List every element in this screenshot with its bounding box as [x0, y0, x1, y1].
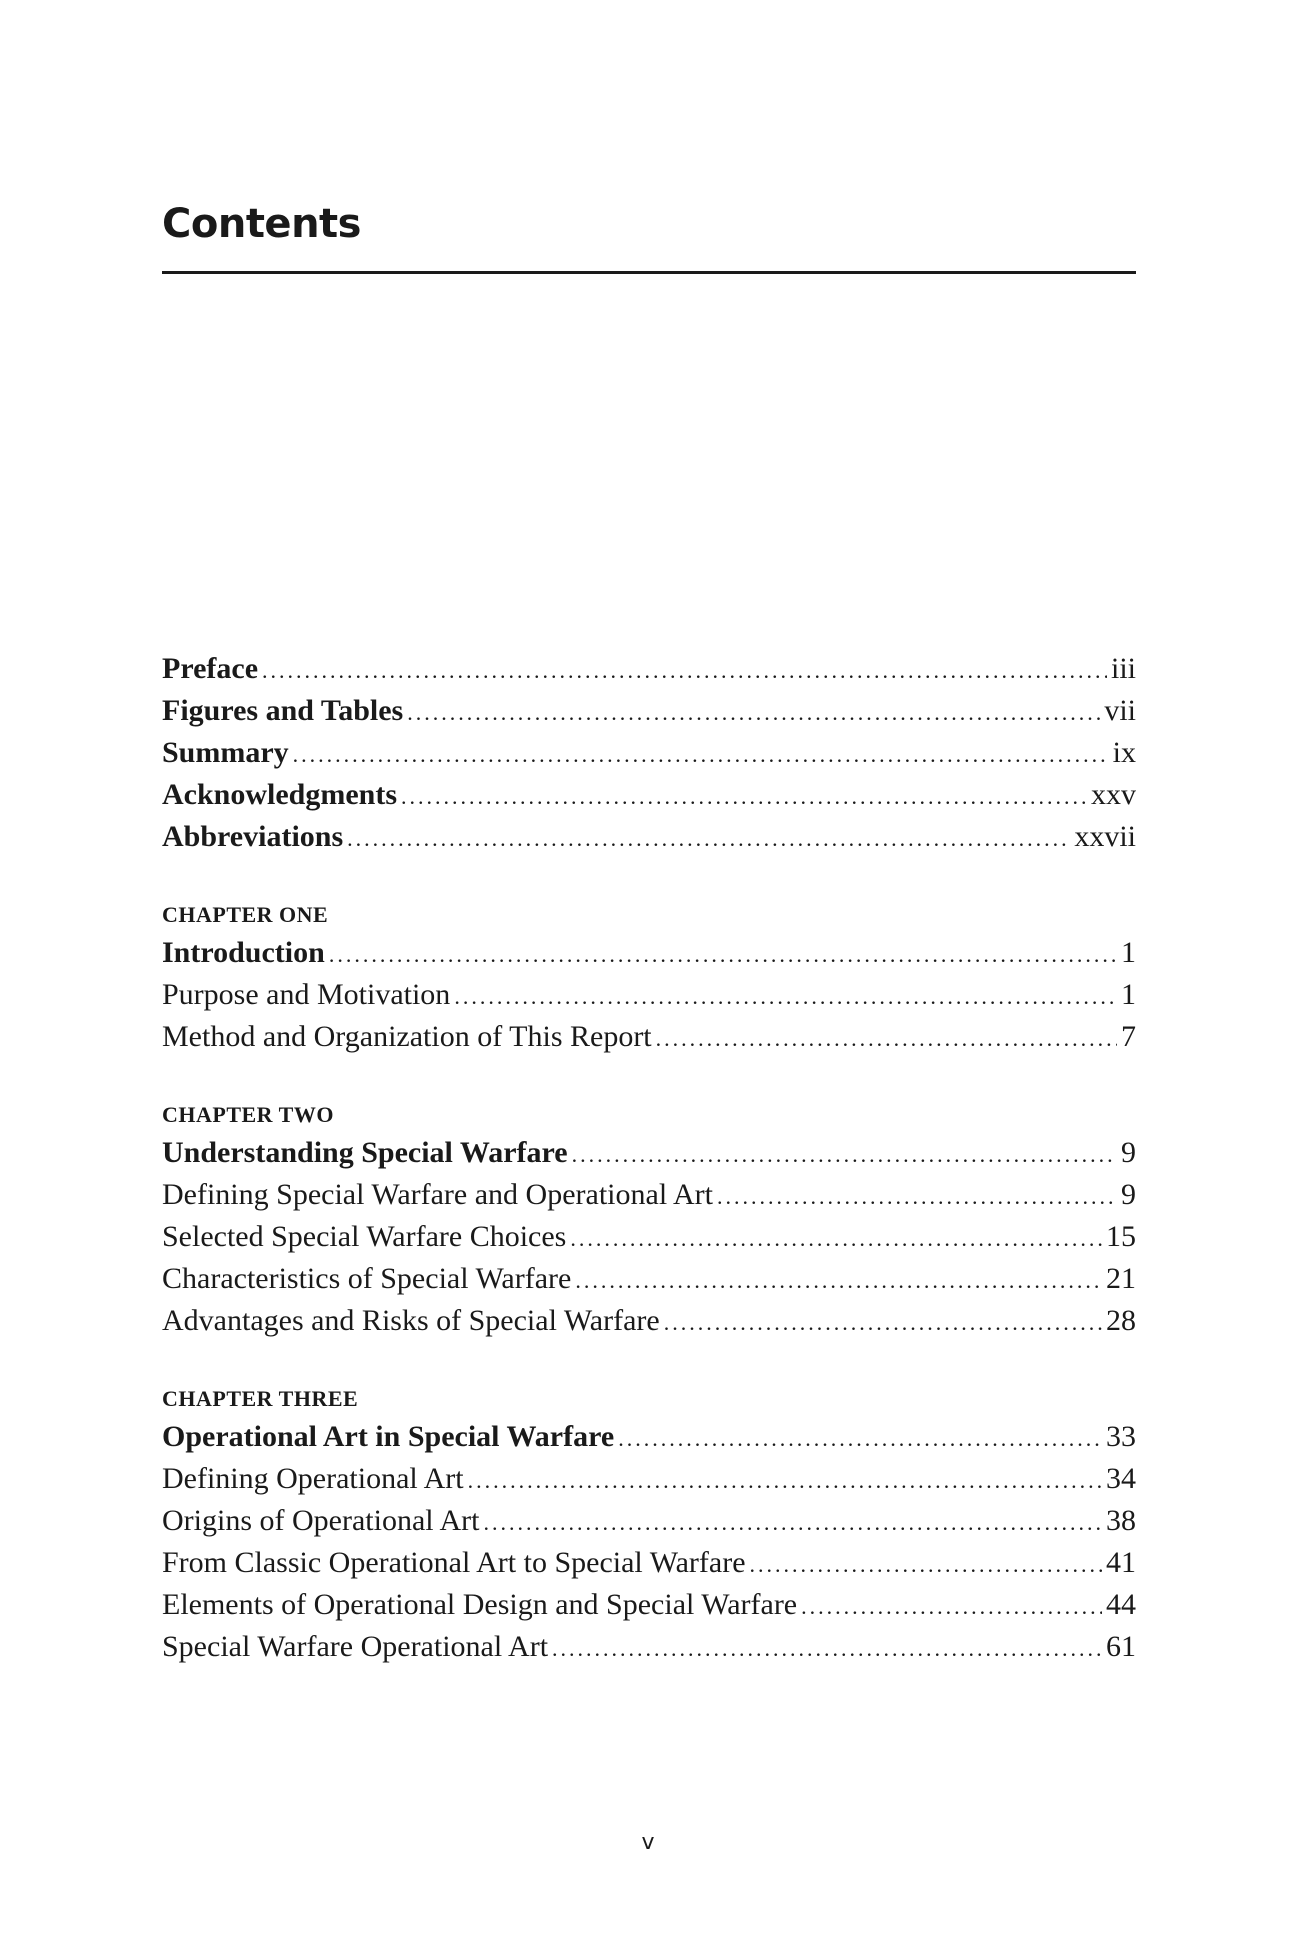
toc-entry-characteristics-of-special-warfare[interactable]: [162, 1258, 1136, 1300]
toc-entry-label: Elements of Operational Design and Special Warfare: [162, 1588, 798, 1621]
table-of-contents: [162, 648, 1136, 1668]
toc-entry-page: 33: [1106, 1420, 1136, 1453]
toc-entry-method-and-organization[interactable]: [162, 1016, 1136, 1058]
dot-leader: [750, 1544, 1102, 1586]
toc-entry-label: Special Warfare Operational Art: [162, 1630, 549, 1663]
toc-entry-page: 38: [1106, 1504, 1136, 1537]
dot-leader: [468, 1460, 1102, 1502]
toc-entry-summary[interactable]: [162, 732, 1136, 774]
dot-leader: [401, 776, 1087, 818]
toc-entry-advantages-and-risks[interactable]: [162, 1300, 1136, 1342]
dot-leader: [262, 650, 1107, 692]
chapter-three-group: [162, 1382, 1136, 1668]
toc-entry-label: Method and Organization of This Report: [162, 1020, 652, 1053]
toc-entry-selected-special-warfare-choices[interactable]: [162, 1216, 1136, 1258]
chapter-label: CHAPTER THREE: [162, 1386, 359, 1411]
dot-leader: [801, 1586, 1102, 1628]
toc-entry-preface[interactable]: [162, 648, 1136, 690]
dot-leader: [347, 818, 1070, 860]
chapter-label: CHAPTER TWO: [162, 1102, 334, 1127]
toc-entry-understanding-special-warfare[interactable]: [162, 1132, 1136, 1174]
toc-entry-page: 34: [1106, 1462, 1136, 1495]
front-matter-group: [162, 648, 1136, 858]
dot-leader: [664, 1302, 1102, 1344]
dot-leader: [454, 976, 1117, 1018]
dot-leader: [572, 1134, 1117, 1176]
dot-leader: [717, 1176, 1117, 1218]
toc-entry-label: Summary: [162, 736, 289, 769]
toc-entry-label: Origins of Operational Art: [162, 1504, 480, 1537]
toc-entry-page: xxv: [1091, 778, 1136, 811]
toc-entry-label: Introduction: [162, 936, 325, 969]
toc-entry-page: 21: [1106, 1262, 1136, 1295]
chapter-one-group: [162, 898, 1136, 1058]
dot-leader: [570, 1218, 1102, 1260]
toc-entry-label: Defining Special Warfare and Operational Art: [162, 1178, 713, 1211]
toc-entry-page: 9: [1121, 1136, 1136, 1169]
toc-entry-special-warfare-operational-art[interactable]: [162, 1626, 1136, 1668]
toc-entry-label: Operational Art in Special Warfare: [162, 1420, 615, 1453]
toc-entry-origins-of-operational-art[interactable]: [162, 1500, 1136, 1542]
toc-entry-page: 15: [1106, 1220, 1136, 1253]
dot-leader: [618, 1418, 1102, 1460]
toc-entry-page: ix: [1112, 736, 1136, 769]
toc-entry-label: Figures and Tables: [162, 694, 404, 727]
toc-entry-introduction[interactable]: [162, 932, 1136, 974]
toc-entry-figures-and-tables[interactable]: [162, 690, 1136, 732]
dot-leader: [552, 1628, 1102, 1670]
toc-entry-page: 9: [1121, 1178, 1136, 1211]
toc-entry-page: 7: [1121, 1020, 1136, 1053]
title-rule: [162, 271, 1136, 274]
toc-entry-label: Acknowledgments: [162, 778, 398, 811]
dot-leader: [329, 934, 1117, 976]
toc-entry-defining-special-warfare[interactable]: [162, 1174, 1136, 1216]
page-title: Contents: [162, 201, 361, 247]
toc-entry-purpose-and-motivation[interactable]: [162, 974, 1136, 1016]
toc-entry-operational-art-in-special-warfare[interactable]: [162, 1416, 1136, 1458]
dot-leader: [575, 1260, 1102, 1302]
toc-entry-label: Abbreviations: [162, 820, 344, 853]
toc-entry-defining-operational-art[interactable]: [162, 1458, 1136, 1500]
toc-entry-page: vii: [1104, 694, 1136, 727]
toc-entry-label: Selected Special Warfare Choices: [162, 1220, 567, 1253]
toc-entry-page: 1: [1121, 978, 1136, 1011]
toc-entry-label: Understanding Special Warfare: [162, 1136, 568, 1169]
toc-entry-page: 61: [1106, 1630, 1136, 1663]
dot-leader: [656, 1018, 1117, 1060]
toc-entry-page: xxvii: [1074, 820, 1136, 853]
toc-entry-label: Characteristics of Special Warfare: [162, 1262, 572, 1295]
toc-entry-acknowledgments[interactable]: [162, 774, 1136, 816]
toc-entry-elements-of-operational-design[interactable]: [162, 1584, 1136, 1626]
dot-leader: [293, 734, 1109, 776]
page-number: v: [641, 1830, 655, 1855]
toc-entry-label: Preface: [162, 652, 259, 685]
toc-entry-abbreviations[interactable]: [162, 816, 1136, 858]
toc-entry-label: Advantages and Risks of Special Warfare: [162, 1304, 660, 1337]
toc-entry-page: iii: [1110, 652, 1136, 685]
chapter-label: CHAPTER ONE: [162, 902, 329, 927]
dot-leader: [483, 1502, 1102, 1544]
chapter-two-group: [162, 1098, 1136, 1342]
toc-entry-label: Purpose and Motivation: [162, 978, 451, 1011]
toc-entry-label: Defining Operational Art: [162, 1462, 464, 1495]
toc-entry-page: 44: [1106, 1588, 1136, 1621]
dot-leader: [407, 692, 1100, 734]
toc-entry-label: From Classic Operational Art to Special Warfare: [162, 1546, 746, 1579]
toc-entry-page: 41: [1106, 1546, 1136, 1579]
toc-entry-from-classic-operational-art[interactable]: [162, 1542, 1136, 1584]
toc-entry-page: 1: [1121, 936, 1136, 969]
toc-entry-page: 28: [1106, 1304, 1136, 1337]
